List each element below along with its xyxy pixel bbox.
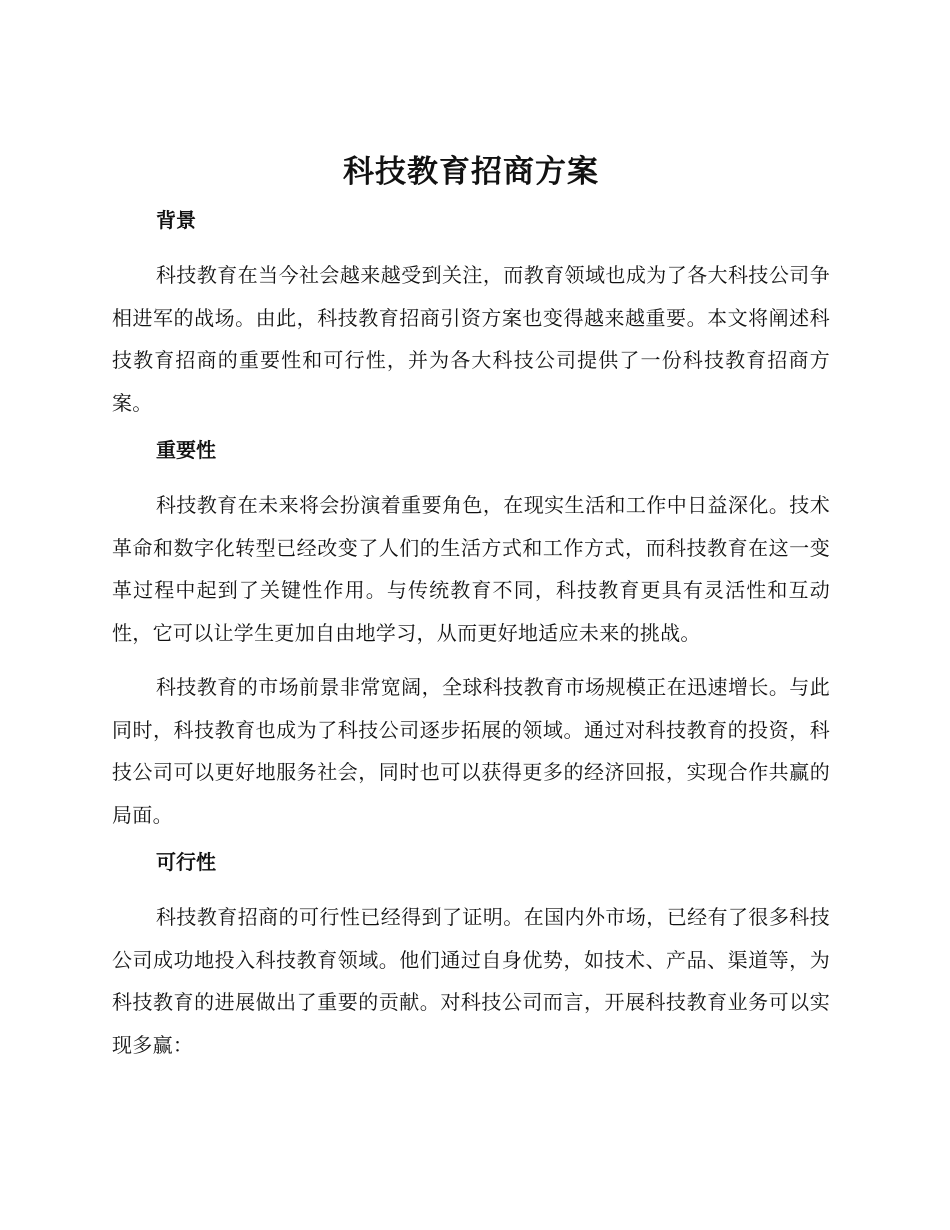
paragraph: 科技教育的市场前景非常宽阔，全球科技教育市场规模正在迅速增长。与此同时，科技教育也成为了科技公司逐步拓展的领域。通过对科技教育的投资，科技公司可以更好地服务社会，同时也可以获得更多的经济回报，实现合作共赢的局面。 [112,675,830,827]
section-background [112,206,830,424]
section-heading: 重要性 [156,438,216,462]
paragraph: 科技教育在当今社会越来越受到关注，而教育领域也成为了各大科技公司争相进军的战场。由此，科技教育招商引资方案也变得越来越重要。本文将阐述科技教育招商的重要性和可行性，并为各大科技公司提供了一份科技教育招商方案。 [112,263,830,415]
section-importance [112,436,830,836]
section-heading: 可行性 [156,850,216,874]
section-heading: 背景 [156,208,196,232]
paragraph: 科技教育在未来将会扮演着重要角色，在现实生活和工作中日益深化。技术革命和数字化转型已经改变了人们的生活方式和工作方式，而科技教育在这一变革过程中起到了关键性作用。与传统教育不同，科技教育更具有灵活性和互动性，它可以让学生更加自由地学习，从而更好地适应未来的挑战。 [112,493,830,645]
section-feasibility [112,848,830,1066]
paragraph: 科技教育招商的可行性已经得到了证明。在国内外市场，已经有了很多科技公司成功地投入科技教育领域。他们通过自身优势，如技术、产品、渠道等，为科技教育的进展做出了重要的贡献。对科技公司而言，开展科技教育业务可以实现多赢： [112,905,830,1057]
document-title: 科技教育招商方案 [343,154,599,190]
